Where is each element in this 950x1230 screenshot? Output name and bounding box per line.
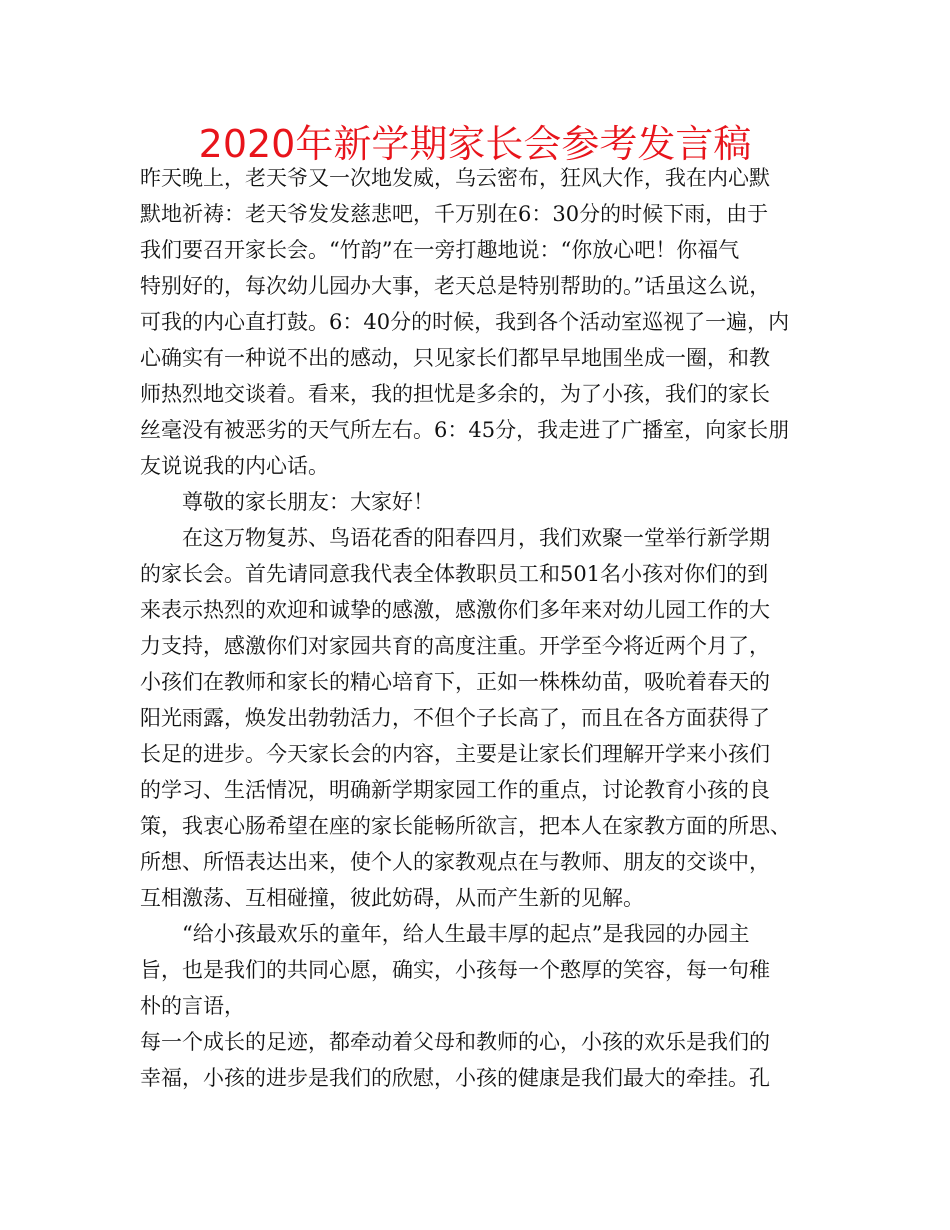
text-line: 策，我衷心肠希望在座的家长能畅所欲言，把本人在家教方面的所思、 <box>140 814 791 838</box>
text-line: 特别好的，每次幼儿园办大事，老天总是特别帮助的。”话虽这么说， <box>140 274 771 298</box>
text-line: 阳光雨露，焕发出勃勃活力，不但个子长高了，而且在各方面获得了 <box>140 706 770 730</box>
text-line: 昨天晚上，老天爷又一次地发威，乌云密布，狂风大作，我在内心默 <box>140 166 770 190</box>
text-line: 力支持，感激你们对家园共育的高度注重。开学至今将近两个月了， <box>140 634 770 658</box>
text-line: 幸福，小孩的进步是我们的欣慰，小孩的健康是我们最大的牵挂。孔 <box>140 1066 770 1090</box>
paragraph-start-line: 在这万物复苏、鸟语花香的阳春四月，我们欢聚一堂举行新学期 <box>182 526 770 550</box>
document-body <box>140 160 830 1096</box>
text-line: 朴的言语， <box>140 994 245 1018</box>
text-line: 可我的内心直打鼓。6：40分的时候，我到各个活动室巡视了一遍，内 <box>140 310 790 334</box>
text-line: 所想、所悟表达出来，使个人的家教观点在与教师、朋友的交谈中， <box>140 850 770 874</box>
text-line: 的学习、生活情况，明确新学期家园工作的重点，讨论教育小孩的良 <box>140 778 770 802</box>
salutation-line: 尊敬的家长朋友：大家好！ <box>182 490 434 514</box>
text-line: 师热烈地交谈着。看来，我的担忧是多余的，为了小孩，我们的家长 <box>140 382 770 406</box>
paragraph-start-line: “给小孩最欢乐的童年，给人生最丰厚的起点”是我园的办园主 <box>182 922 750 946</box>
text-line: 长足的进步。今天家长会的内容，主要是让家长们理解开学来小孩们 <box>140 742 770 766</box>
text-line: 默地祈祷：老天爷发发慈悲吧，千万别在6：30分的时候下雨，由于 <box>140 202 769 226</box>
text-line: 我们要召开家长会。“竹韵”在一旁打趣地说：“你放心吧！你福气 <box>140 238 740 262</box>
text-line: 小孩们在教师和家长的精心培育下，正如一株株幼苗，吸吮着春天的 <box>140 670 770 694</box>
text-line: 的家长会。首先请同意我代表全体教职员工和501名小孩对你们的到 <box>140 562 769 586</box>
text-line: 友说说我的内心话。 <box>140 454 329 478</box>
text-line: 来表示热烈的欢迎和诚挚的感激，感激你们多年来对幼儿园工作的大 <box>140 598 770 622</box>
text-line: 旨，也是我们的共同心愿，确实，小孩每一个憨厚的笑容，每一句稚 <box>140 958 770 982</box>
page-title: 2020年新学期家长会参考发言稿 <box>198 122 752 166</box>
text-line: 心确实有一种说不出的感动，只见家长们都早早地围坐成一圈，和教 <box>140 346 770 370</box>
text-line: 每一个成长的足迹，都牵动着父母和教师的心，小孩的欢乐是我们的 <box>140 1030 770 1054</box>
text-line: 丝毫没有被恶劣的天气所左右。6：45分，我走进了广播室，向家长朋 <box>140 418 790 442</box>
text-line: 互相激荡、互相碰撞，彼此妨碍，从而产生新的见解。 <box>140 886 644 910</box>
